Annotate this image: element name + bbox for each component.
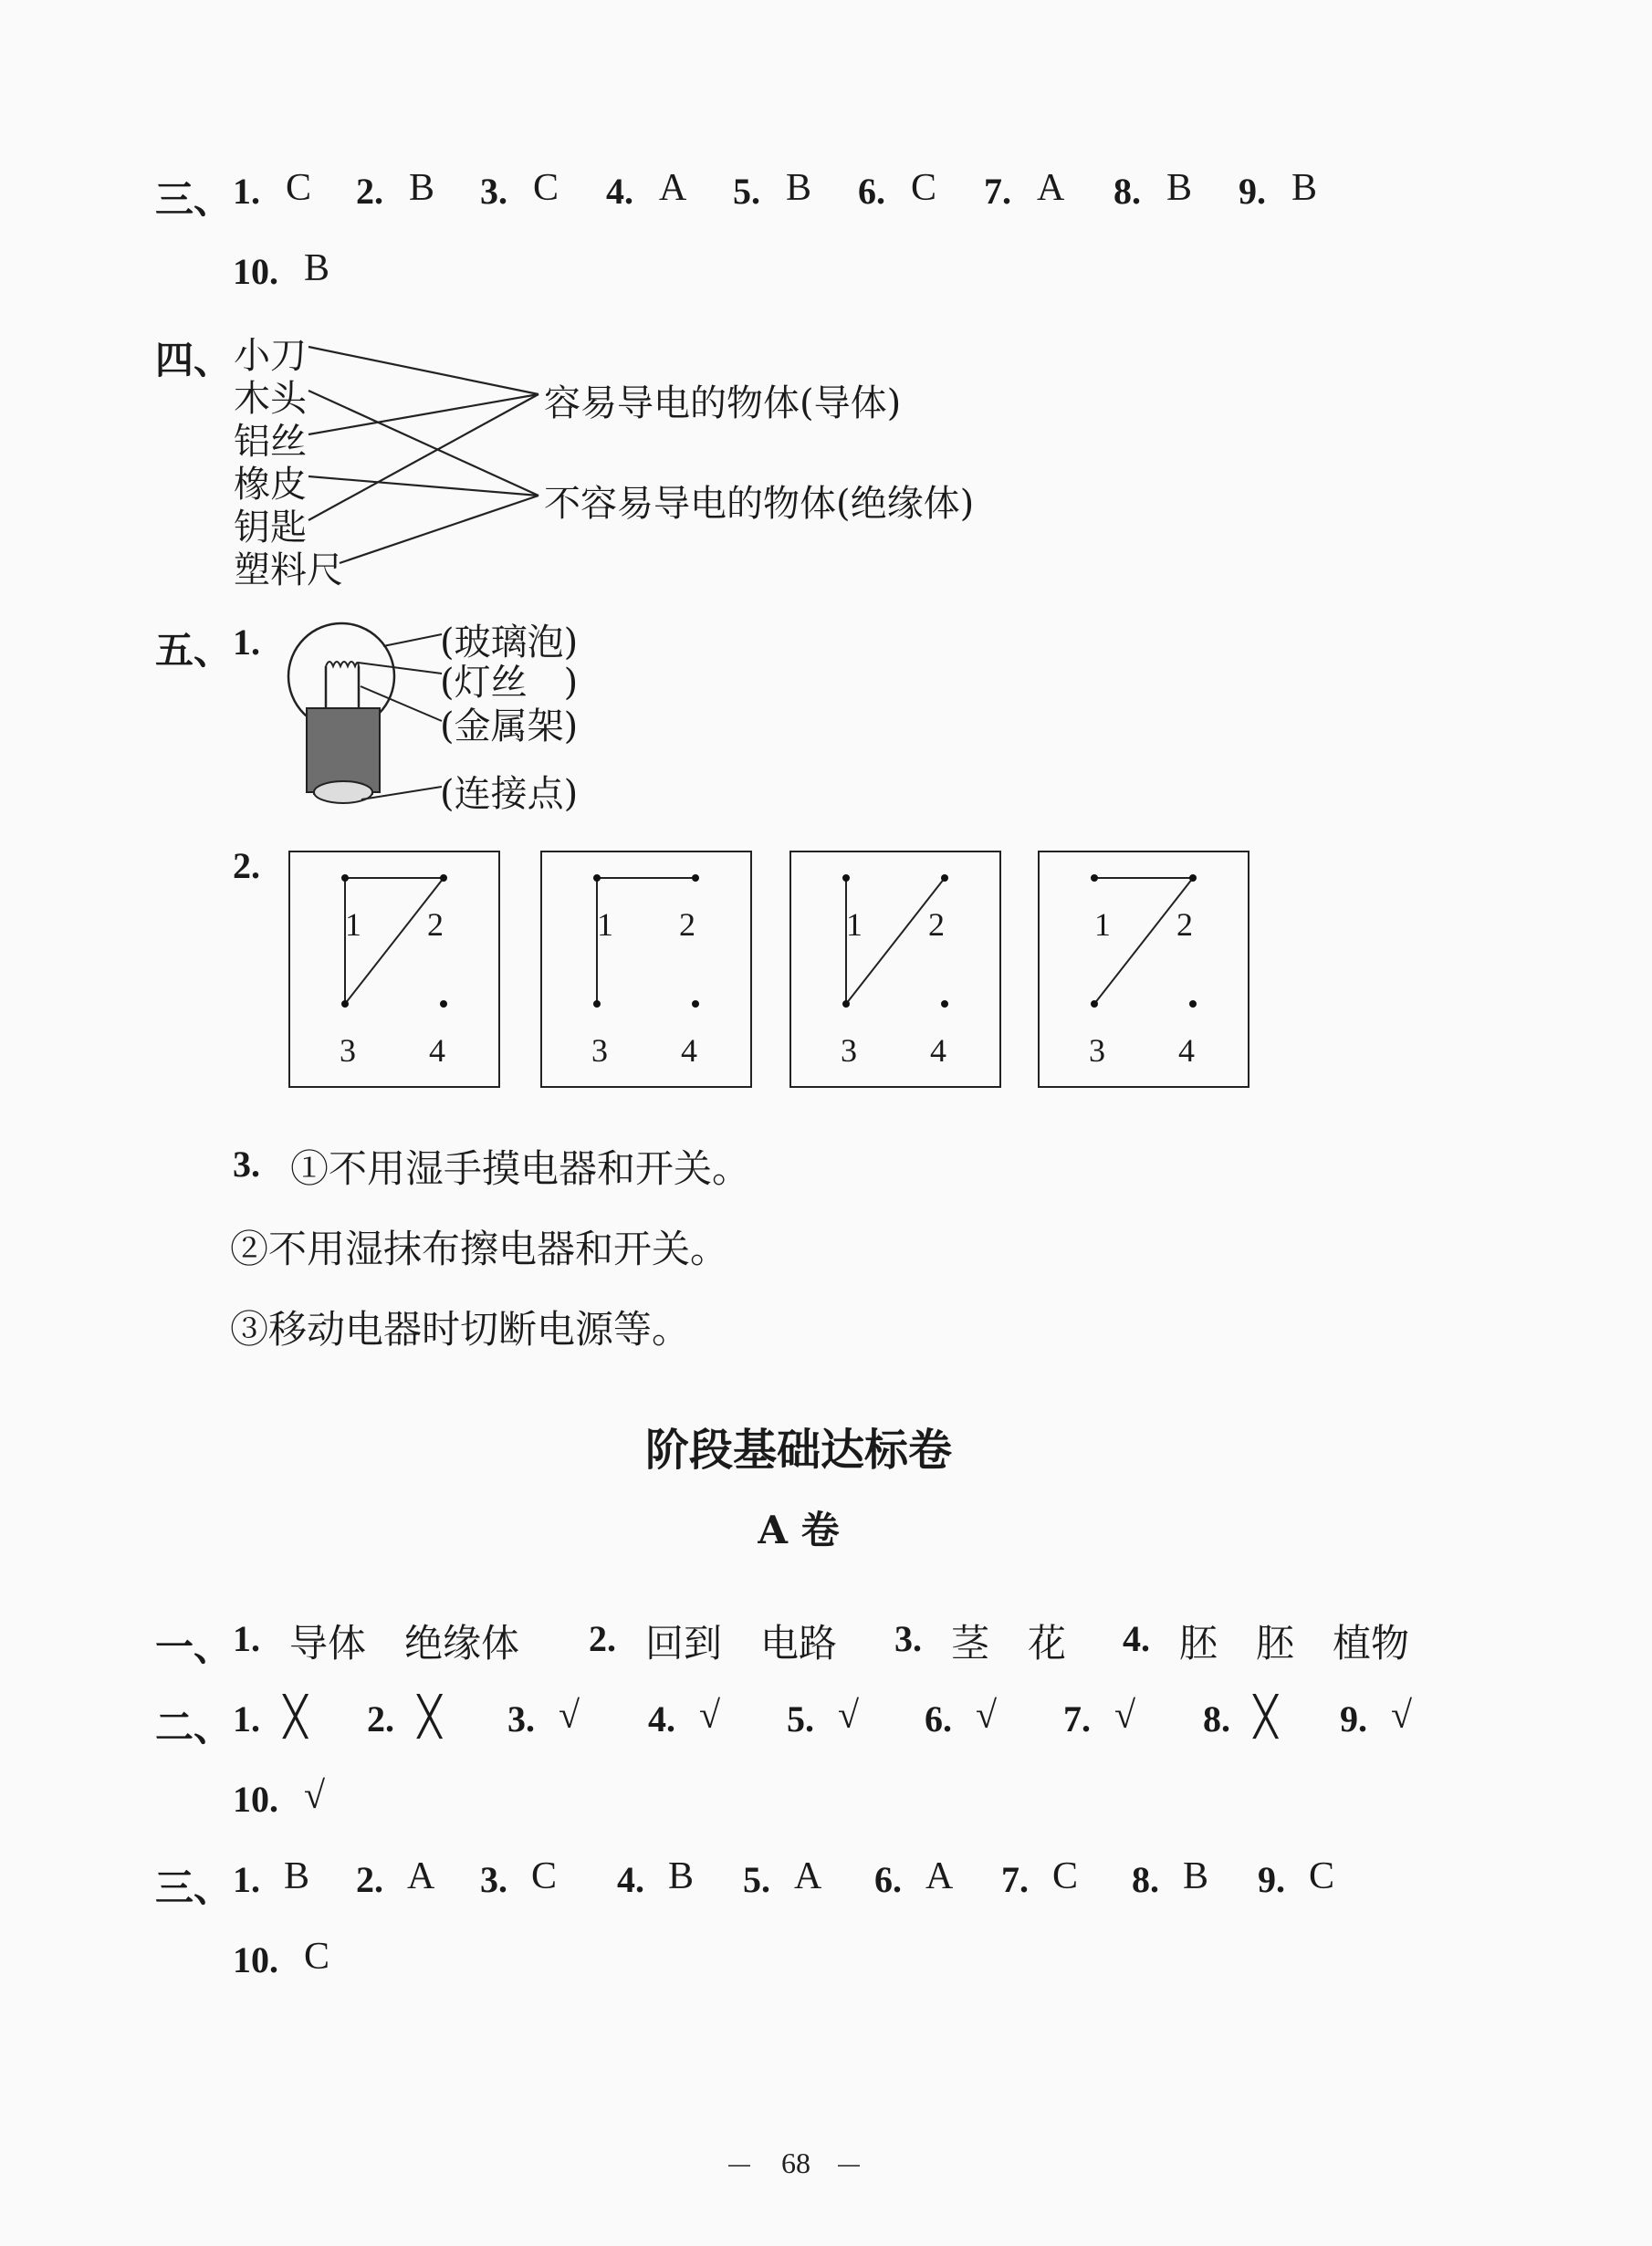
answer-value: C (911, 167, 937, 209)
question-number: 3. (507, 1698, 535, 1739)
grid-number: 2 (427, 906, 444, 943)
answer-value: ╳ (284, 1697, 308, 1739)
grid-dot (692, 1000, 699, 1008)
question-number: 9. (1340, 1698, 1367, 1739)
answer-value: C (286, 167, 312, 209)
question-number: 2. (233, 845, 260, 886)
section-label-a2: 二、 (155, 1705, 233, 1750)
grid-dot (692, 874, 699, 882)
question-number: 3. (894, 1618, 922, 1659)
answer-value: B (1183, 1855, 1209, 1897)
grid-number: 1 (597, 906, 613, 943)
question-number: 1. (233, 622, 260, 663)
grid-number: 1 (345, 906, 361, 943)
question-number: 5. (743, 1859, 770, 1900)
answer-value: √ (1391, 1695, 1413, 1737)
answer-value: A (794, 1855, 822, 1897)
question-number: 9. (1239, 171, 1266, 212)
dot-grid-box (1038, 851, 1249, 1088)
answer-value: 回到 电路 (645, 1624, 838, 1666)
grid-dot (1091, 1000, 1098, 1008)
dot-grid-box (540, 851, 752, 1088)
answer-value: √ (559, 1695, 580, 1737)
question-number: 7. (1001, 1859, 1029, 1900)
grid-number: 2 (1176, 906, 1193, 943)
grid-dot (341, 874, 349, 882)
dot-grid-box (789, 851, 1001, 1088)
grid-dot (593, 1000, 601, 1008)
question-number: 2. (367, 1698, 394, 1739)
answer-value: ╳ (418, 1697, 442, 1739)
grid-number: 2 (928, 906, 945, 943)
question-number: 2. (589, 1618, 616, 1659)
match-left-item: 木头 (234, 378, 307, 420)
answer-value: C (1309, 1855, 1335, 1897)
question-number: 2. (356, 1859, 383, 1900)
grid-dot (941, 1000, 948, 1008)
answer-line: ②不用湿抹布擦电器和开关。 (230, 1227, 729, 1271)
match-right-item: 不容易导电的物体(绝缘体) (544, 483, 975, 525)
grid-dot (842, 874, 850, 882)
question-number: 4. (1123, 1618, 1150, 1659)
bulb-diagram (288, 623, 442, 803)
question-number: 8. (1114, 171, 1141, 212)
answer-value: √ (976, 1695, 998, 1737)
question-number: 4. (617, 1859, 644, 1900)
section-label-4: 四、 (155, 338, 233, 382)
answer-value: C (1052, 1855, 1079, 1897)
answer-line: ①不用湿手摸电器和开关。 (290, 1146, 751, 1191)
match-left-item: 钥匙 (234, 507, 307, 548)
answer-value: 胚 胚 植物 (1179, 1624, 1410, 1666)
question-number: 3. (233, 1144, 260, 1185)
grid-number: 1 (1094, 906, 1111, 943)
dot-grid-box (288, 851, 500, 1088)
page-number: 68 (781, 2147, 810, 2179)
grid-connections (290, 852, 502, 1090)
match-left-item: 铝丝 (234, 421, 307, 463)
answer-value: A (925, 1855, 954, 1897)
question-number: 9. (1258, 1859, 1285, 1900)
question-number: 4. (648, 1698, 675, 1739)
grid-connections (791, 852, 1003, 1090)
match-right-item: 容易导电的物体(导体) (544, 382, 902, 424)
question-number: 10. (233, 1939, 278, 1980)
grid-dot (842, 1000, 850, 1008)
question-number: 10. (233, 1779, 278, 1820)
bulb-label-frame: (金属架) (440, 705, 579, 747)
grid-number: 3 (1089, 1032, 1105, 1069)
question-number: 8. (1132, 1859, 1159, 1900)
answer-value: √ (1114, 1695, 1136, 1737)
answer-value: √ (304, 1775, 326, 1817)
answer-value: √ (699, 1695, 721, 1737)
grid-connections (542, 852, 754, 1090)
question-number: 4. (606, 171, 633, 212)
answer-value: A (407, 1855, 435, 1897)
answer-value: C (304, 1936, 330, 1978)
grid-number: 3 (591, 1032, 608, 1069)
grid-dot (593, 874, 601, 882)
grid-dot (1091, 874, 1098, 882)
grid-dot (941, 874, 948, 882)
grid-number: 4 (681, 1032, 697, 1069)
section-label-5: 五、 (155, 628, 233, 673)
page-dash-left (728, 2165, 750, 2167)
match-left-item: 塑料尺 (234, 549, 343, 591)
page-dash-right (838, 2165, 860, 2167)
question-number: 3. (480, 1859, 507, 1900)
answer-value: ╳ (1254, 1697, 1278, 1739)
match-left-item: 小刀 (234, 335, 307, 377)
answer-value: B (304, 247, 330, 289)
grid-number: 3 (841, 1032, 857, 1069)
grid-dot (440, 1000, 447, 1008)
grid-connections (1040, 852, 1251, 1090)
answer-value: A (659, 167, 687, 209)
question-number: 6. (874, 1859, 902, 1900)
grid-number: 4 (1178, 1032, 1195, 1069)
question-number: 5. (733, 171, 760, 212)
section-title: 阶段基础达标卷 (644, 1425, 952, 1476)
grid-number: 1 (846, 906, 863, 943)
answer-value: B (786, 167, 812, 209)
grid-number: 4 (429, 1032, 445, 1069)
question-number: 6. (858, 171, 885, 212)
answer-value: A (1037, 167, 1065, 209)
question-number: 6. (925, 1698, 952, 1739)
question-number: 7. (984, 171, 1011, 212)
question-number: 7. (1063, 1698, 1091, 1739)
grid-number: 2 (679, 906, 695, 943)
section-label-3: 三、 (155, 177, 233, 222)
question-number: 10. (233, 251, 278, 292)
answer-value: B (1166, 167, 1193, 209)
question-number: 3. (480, 171, 507, 212)
bulb-label-filament: (灯丝 ) (440, 662, 579, 704)
grid-dot (341, 1000, 349, 1008)
question-number: 5. (787, 1698, 814, 1739)
answer-value: 茎 花 (951, 1624, 1067, 1666)
answer-value: C (533, 167, 559, 209)
answer-value: √ (838, 1695, 860, 1737)
grid-dot (1189, 874, 1197, 882)
question-number: 1. (233, 171, 260, 212)
answer-value: B (284, 1855, 310, 1897)
question-number: 8. (1203, 1698, 1230, 1739)
grid-number: 4 (930, 1032, 946, 1069)
answer-line: ③移动电器时切断电源等。 (230, 1307, 691, 1352)
answer-value: B (668, 1855, 695, 1897)
answer-value: B (1291, 167, 1318, 209)
question-number: 1. (233, 1859, 260, 1900)
question-number: 2. (356, 171, 383, 212)
bulb-label-contact: (连接点) (440, 773, 579, 815)
answer-value: C (531, 1855, 558, 1897)
grid-dot (1189, 1000, 1197, 1008)
bulb-label-glass: (玻璃泡) (440, 622, 579, 663)
answer-value: 导体 绝缘体 (289, 1624, 520, 1666)
answer-value: B (409, 167, 435, 209)
question-number: 1. (233, 1698, 260, 1739)
section-label-a1: 一、 (155, 1624, 233, 1669)
grid-number: 3 (340, 1032, 356, 1069)
grid-dot (440, 874, 447, 882)
section-subtitle: A 卷 (758, 1508, 840, 1552)
match-left-item: 橡皮 (234, 464, 307, 506)
section-label-a3: 三、 (155, 1865, 233, 1910)
question-number: 1. (233, 1618, 260, 1659)
